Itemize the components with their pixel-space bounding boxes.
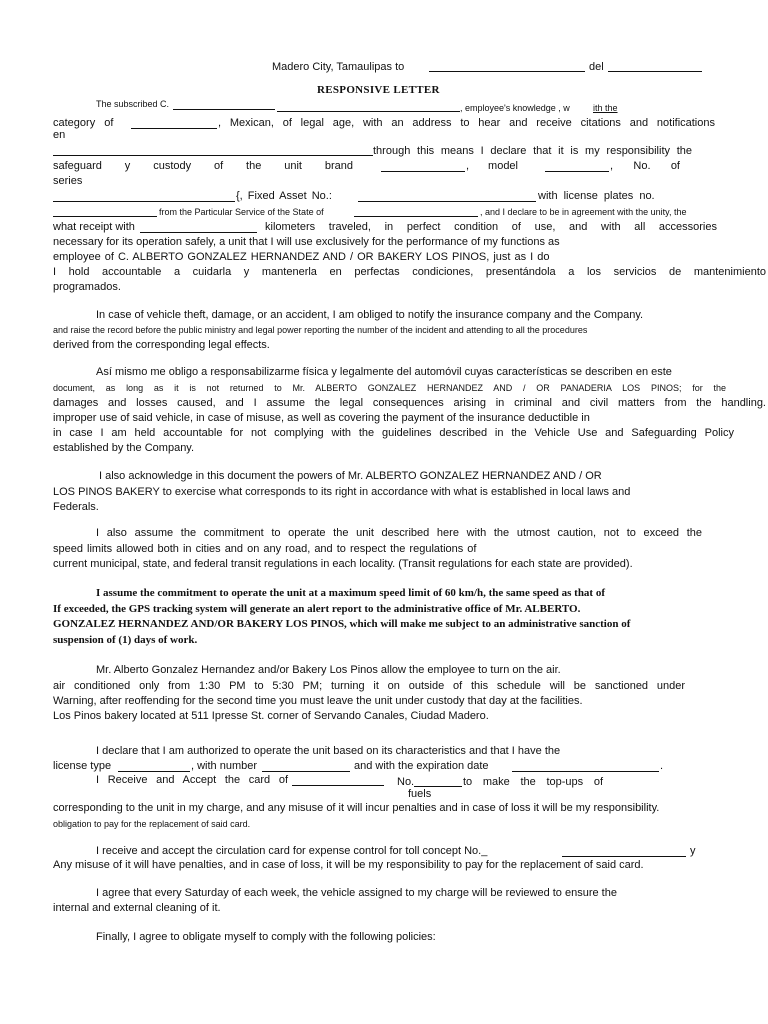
subscriber-name-blank-2[interactable]: [277, 101, 460, 112]
year-blank[interactable]: [608, 61, 702, 72]
asi-line-5: in case I am held accountable for not complying with the guidelines described in the Vehicle Use and Safeguarding Policy: [53, 427, 734, 439]
theft-line-2: and raise the record before the public ministry and legal power reporting the number of the incident and attending to all the procedures: [53, 325, 588, 335]
saturday-line-1: I agree that every Saturday of each week, the vehicle assigned to my charge will be reviewed to ensure the: [96, 887, 617, 899]
ith-the-label: ith the: [593, 103, 618, 113]
safeguard-text: safeguard y custody of the unit brand: [53, 160, 353, 172]
finally-text: Finally, I agree to obligate myself to comply with the following policies:: [96, 931, 436, 943]
air-line-4: Los Pinos bakery located at 511 Ipresse St. corner of Servando Canales, Ciudad Madero.: [53, 710, 489, 722]
powers-line-2: LOS PINOS BAKERY to exercise what corresponds to its right in accordance with what is established in local laws and: [53, 486, 631, 498]
powers-line-1: I also acknowledge in this document the powers of Mr. ALBERTO GONZALEZ HERNANDEZ AND / OR: [99, 470, 602, 482]
address-blank[interactable]: [53, 145, 373, 156]
no-of-text: , No. of: [610, 160, 680, 172]
receive-card-label: I Receive and Accept the card of: [96, 774, 288, 786]
employee-of-text: employee of C. ALBERTO GONZALEZ HERNANDEZ AND / OR BAKERY LOS PINOS, just as I do: [53, 251, 550, 263]
particular-service-label: from the Particular Service of the State of: [159, 207, 324, 217]
authorized-text: I declare that I am authorized to operate the unit based on its characteristics and that I have the: [96, 745, 561, 757]
caution-line-2: speed limits allowed both in cities and on any road, and to respect the regulations of: [53, 543, 477, 555]
license-type-blank[interactable]: [118, 761, 190, 772]
en-label: en: [53, 129, 66, 141]
card-no-label: No.: [397, 776, 415, 788]
fuels-label: fuels: [408, 788, 432, 800]
asi-line-1: Así mismo me obligo a responsabilizarme física y legalmente del automóvil cuyas características se describen en este: [96, 366, 672, 378]
through-text: through this means I declare that it is my responsibility the: [373, 145, 692, 157]
km-blank[interactable]: [140, 222, 257, 233]
speed-line-2: If exceeded, the GPS tracking system will generate an alert report to the administrative office of Mr. ALBERTO.: [53, 603, 581, 615]
topups-label: to make the top-ups of: [463, 776, 603, 788]
corresponding-text: corresponding to the unit in my charge, and any misuse of it will incur penalties and in case of loss it will be my responsibility.: [53, 802, 660, 814]
state-blank[interactable]: [354, 206, 478, 217]
series-blank[interactable]: [53, 191, 235, 202]
toll-line-2: Any misuse of it will have penalties, and in case of loss, it will be my responsibility to pay for the replacement of said card.: [53, 859, 644, 871]
license-type-label: license type: [53, 760, 112, 772]
license-plates-label: with license plates no.: [538, 190, 655, 202]
with-number-label: , with number: [191, 760, 258, 772]
speed-line-3: GONZALEZ HERNANDEZ AND/OR BAKERY LOS PINOS, which will make me subject to an administrative sanction of: [53, 618, 631, 630]
model-text: , model: [466, 160, 518, 172]
speed-line-1: I assume the commitment to operate the unit at a maximum speed limit of 60 km/h, the same speed as that of: [96, 587, 606, 599]
license-number-blank[interactable]: [262, 761, 350, 772]
agreement-label: , and I declare to be in agreement with the unity, the: [480, 207, 687, 217]
header-del: del: [589, 61, 604, 73]
asi-line-2: document, as long as it is not returned to Mr. ALBERTO GONZALEZ HERNANDEZ AND / OR PANADERIA LOS PINOS; for the: [53, 383, 726, 393]
necessary-text: necessary for its operation safely, a unit that I will use exclusively for the performance of my functions as: [53, 236, 560, 248]
accountable-text: I hold accountable a cuidarla y mantenerla en perfectas condiciones, presentándola a los servicios de mantenimiento: [53, 266, 766, 278]
subscriber-name-blank[interactable]: [173, 99, 275, 110]
toll-blank[interactable]: [562, 846, 686, 857]
expiration-label: and with the expiration date: [354, 760, 489, 772]
header-place: Madero City, Tamaulipas to: [272, 61, 405, 73]
expiration-blank[interactable]: [512, 761, 659, 772]
date-blank[interactable]: [429, 61, 585, 72]
toll-line-1: I receive and accept the circulation card for expense control for toll concept No._: [96, 845, 488, 857]
category-blank[interactable]: [131, 118, 217, 129]
fixed-asset-label: {, Fixed Asset No.:: [236, 190, 332, 202]
asi-line-4: improper use of said vehicle, in case of misuse, as well as covering the payment of the insurance deductible in: [53, 412, 590, 424]
air-line-2: air conditioned only from 1:30 PM to 5:30 PM; turning it on outside of this schedule will be sanctioned under: [53, 680, 685, 692]
programados-text: programados.: [53, 281, 121, 293]
expiration-period: .: [660, 760, 664, 772]
asi-line-3: damages and losses caused, and I assume the legal consequences arising in criminal and civil matters from the handling.: [53, 397, 766, 409]
model-blank[interactable]: [545, 161, 609, 172]
series-label: series: [53, 175, 83, 187]
document-title: RESPONSIVE LETTER: [317, 84, 440, 96]
fixed-asset-blank[interactable]: [358, 191, 536, 202]
knowledge-label: , employee's knowledge , w: [460, 103, 570, 113]
air-line-1: Mr. Alberto Gonzalez Hernandez and/or Bakery Los Pinos allow the employee to turn on the air.: [96, 664, 561, 676]
card-no-blank[interactable]: [414, 776, 462, 787]
air-line-3: Warning, after reoffending for the second time you must leave the unit under custody that day at the facilities.: [53, 695, 583, 707]
caution-line-1: I also assume the commitment to operate the unit described here with the utmost caution, not to exceed the: [96, 527, 702, 539]
speed-line-4: suspension of (1) days of work.: [53, 634, 198, 646]
card-blank[interactable]: [292, 775, 384, 786]
powers-line-3: Federals.: [53, 501, 99, 513]
caution-line-3: current municipal, state, and federal transit regulations in each locality. (Transit regulations for each state are provided).: [53, 558, 633, 570]
km-text: kilometers traveled, in perfect condition of use, and with all accessories: [265, 221, 717, 233]
mexican-text: , Mexican, of legal age, with an address to hear and receive citations and notifications: [218, 117, 715, 129]
category-label: category of: [53, 117, 114, 129]
plates-blank[interactable]: [53, 206, 157, 217]
theft-line-3: derived from the corresponding legal effects.: [53, 339, 270, 351]
brand-blank[interactable]: [381, 161, 465, 172]
theft-line-1: In case of vehicle theft, damage, or an accident, I am obliged to notify the insurance company and the Company.: [96, 309, 644, 321]
receipt-label: what receipt with: [53, 221, 135, 233]
asi-line-6: established by the Company.: [53, 442, 195, 454]
obligation-text: obligation to pay for the replacement of said card.: [53, 819, 251, 829]
toll-y: y: [690, 845, 696, 857]
subscribed-label: The subscribed C.: [96, 99, 170, 109]
saturday-line-2: internal and external cleaning of it.: [53, 902, 221, 914]
